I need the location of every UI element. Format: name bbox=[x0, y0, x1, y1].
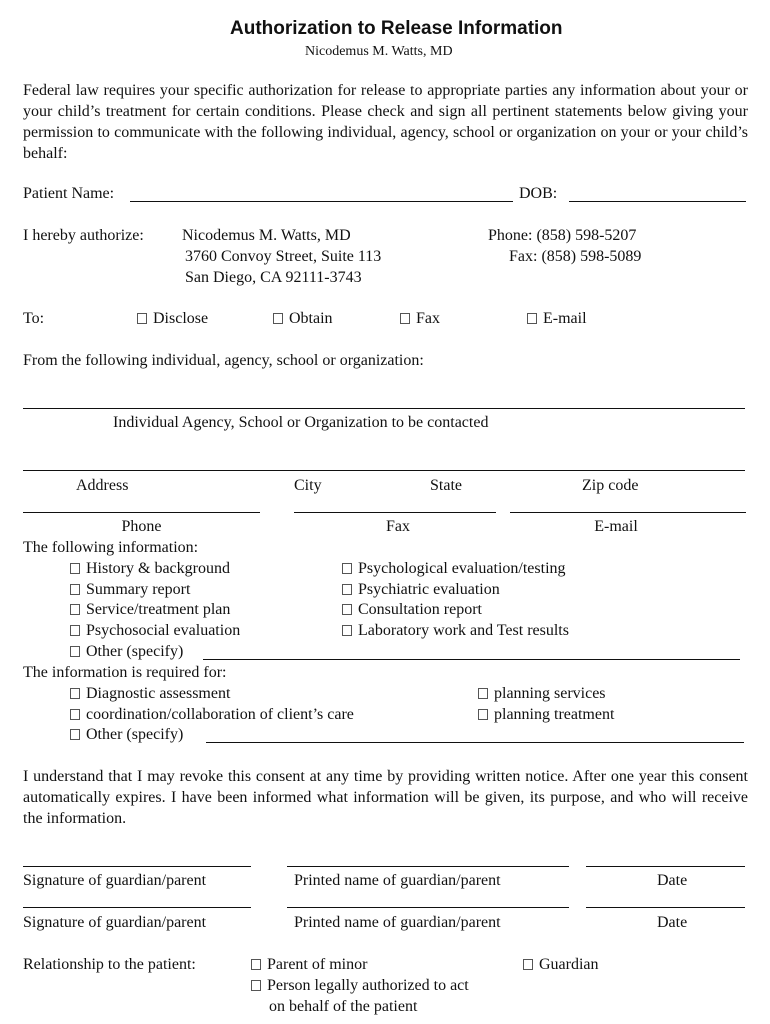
state-caption: State bbox=[430, 477, 462, 494]
authorize-street: 3760 Convoy Street, Suite 113 bbox=[185, 248, 382, 265]
checkbox-icon[interactable] bbox=[137, 313, 147, 324]
email-option[interactable]: E-mail bbox=[527, 311, 587, 327]
checkbox-icon[interactable] bbox=[70, 563, 80, 574]
purpose-other-option[interactable]: Other (specify) bbox=[70, 727, 183, 743]
signature-field-1[interactable] bbox=[23, 866, 251, 867]
zip-caption: Zip code bbox=[582, 477, 639, 494]
phone-field[interactable] bbox=[23, 512, 260, 513]
psychiatric-option[interactable]: Psychiatric evaluation bbox=[342, 582, 500, 598]
checkbox-icon[interactable] bbox=[342, 604, 352, 615]
purpose-label: The information is required for: bbox=[23, 664, 227, 681]
contact-caption: Individual Agency, School or Organization to be contacted bbox=[113, 414, 489, 431]
parent-of-minor-option[interactable]: Parent of minor bbox=[251, 957, 367, 973]
signature-label-2: Signature of guardian/parent bbox=[23, 914, 207, 931]
coordination-option[interactable]: coordination/collaboration of client’s care bbox=[70, 707, 354, 723]
email-field[interactable] bbox=[510, 512, 746, 513]
guardian-option[interactable]: Guardian bbox=[523, 957, 599, 973]
consultation-option[interactable]: Consultation report bbox=[342, 602, 482, 618]
email-caption: E-mail bbox=[594, 518, 638, 535]
checkbox-icon[interactable] bbox=[70, 709, 80, 720]
patient-name-label: Patient Name: bbox=[23, 185, 115, 202]
relationship-label: Relationship to the patient: bbox=[23, 956, 196, 973]
checkbox-icon[interactable] bbox=[251, 980, 261, 991]
planning-treatment-option[interactable]: planning treatment bbox=[478, 707, 614, 723]
signature-label-1: Signature of guardian/parent bbox=[23, 872, 207, 889]
authorize-label: I hereby authorize: bbox=[23, 227, 144, 244]
authorize-city: San Diego, CA 92111-3743 bbox=[185, 269, 362, 286]
psychosocial-option[interactable]: Psychosocial evaluation bbox=[70, 623, 240, 639]
psychological-option[interactable]: Psychological evaluation/testing bbox=[342, 561, 566, 577]
dob-label: DOB: bbox=[519, 185, 558, 202]
checkbox-icon[interactable] bbox=[273, 313, 283, 324]
date-field-1[interactable] bbox=[586, 866, 745, 867]
signature-field-2[interactable] bbox=[23, 907, 251, 908]
checkbox-icon[interactable] bbox=[478, 709, 488, 720]
page-title: Authorization to Release Information bbox=[230, 18, 563, 39]
info-label: The following information: bbox=[23, 539, 199, 556]
planning-services-option[interactable]: planning services bbox=[478, 686, 606, 702]
authorize-phone: Phone: (858) 598-5207 bbox=[488, 227, 637, 244]
intro-paragraph: Federal law requires your specific authorization for release to appropriate parties any information about your or your child’s treatment for certain conditions. Please check and sign all pertinent statements below giving your permission to communicate with the following individual, agency, school or organization on your or your child’s behalf: bbox=[23, 82, 748, 162]
history-option[interactable]: History & background bbox=[70, 561, 230, 577]
printed-name-label-1: Printed name of guardian/parent bbox=[294, 872, 501, 889]
checkbox-icon[interactable] bbox=[70, 604, 80, 615]
date-label-2: Date bbox=[657, 914, 688, 931]
checkbox-icon[interactable] bbox=[527, 313, 537, 324]
consent-paragraph: I understand that I may revoke this consent at any time by providing written notice. After one year this consent automatically expires. I have been informed what information will be given, its purpose, and who will receive the information. bbox=[23, 768, 748, 827]
to-label: To: bbox=[23, 310, 45, 327]
checkbox-icon[interactable] bbox=[251, 959, 261, 970]
fax-option[interactable]: Fax bbox=[400, 311, 440, 327]
date-label-1: Date bbox=[657, 872, 688, 889]
printed-name-label-2: Printed name of guardian/parent bbox=[294, 914, 501, 931]
from-label: From the following individual, agency, school or organization: bbox=[23, 352, 424, 369]
diagnostic-option[interactable]: Diagnostic assessment bbox=[70, 686, 230, 702]
info-other-field[interactable] bbox=[203, 659, 740, 660]
checkbox-icon[interactable] bbox=[70, 688, 80, 699]
physician-subtitle: Nicodemus M. Watts, MD bbox=[305, 44, 453, 59]
address-field[interactable] bbox=[23, 470, 745, 471]
contact-field[interactable] bbox=[23, 408, 745, 409]
legal-representative-option[interactable]: Person legally authorized to act bbox=[251, 978, 469, 994]
disclose-option[interactable]: Disclose bbox=[137, 311, 208, 327]
checkbox-icon[interactable] bbox=[478, 688, 488, 699]
dob-field[interactable] bbox=[569, 201, 746, 202]
checkbox-icon[interactable] bbox=[70, 646, 80, 657]
checkbox-icon[interactable] bbox=[400, 313, 410, 324]
address-caption: Address bbox=[76, 477, 129, 494]
phone-caption: Phone bbox=[121, 518, 162, 535]
checkbox-icon[interactable] bbox=[70, 584, 80, 595]
laboratory-option[interactable]: Laboratory work and Test results bbox=[342, 623, 569, 639]
fax-caption: Fax bbox=[386, 518, 410, 535]
printed-name-field-2[interactable] bbox=[287, 907, 569, 908]
checkbox-icon[interactable] bbox=[70, 729, 80, 740]
checkbox-icon[interactable] bbox=[342, 563, 352, 574]
checkbox-icon[interactable] bbox=[523, 959, 533, 970]
authorize-fax: Fax: (858) 598-5089 bbox=[509, 248, 642, 265]
authorize-name: Nicodemus M. Watts, MD bbox=[182, 227, 351, 244]
printed-name-field-1[interactable] bbox=[287, 866, 569, 867]
purpose-other-field[interactable] bbox=[206, 742, 744, 743]
city-caption: City bbox=[294, 477, 322, 494]
date-field-2[interactable] bbox=[586, 907, 745, 908]
info-other-option[interactable]: Other (specify) bbox=[70, 644, 183, 660]
fax-field[interactable] bbox=[294, 512, 496, 513]
obtain-option[interactable]: Obtain bbox=[273, 311, 333, 327]
summary-option[interactable]: Summary report bbox=[70, 582, 190, 598]
checkbox-icon[interactable] bbox=[70, 625, 80, 636]
checkbox-icon[interactable] bbox=[342, 584, 352, 595]
legal-representative-line2: on behalf of the patient bbox=[269, 998, 418, 1015]
patient-name-field[interactable] bbox=[130, 201, 513, 202]
service-plan-option[interactable]: Service/treatment plan bbox=[70, 602, 230, 618]
checkbox-icon[interactable] bbox=[342, 625, 352, 636]
